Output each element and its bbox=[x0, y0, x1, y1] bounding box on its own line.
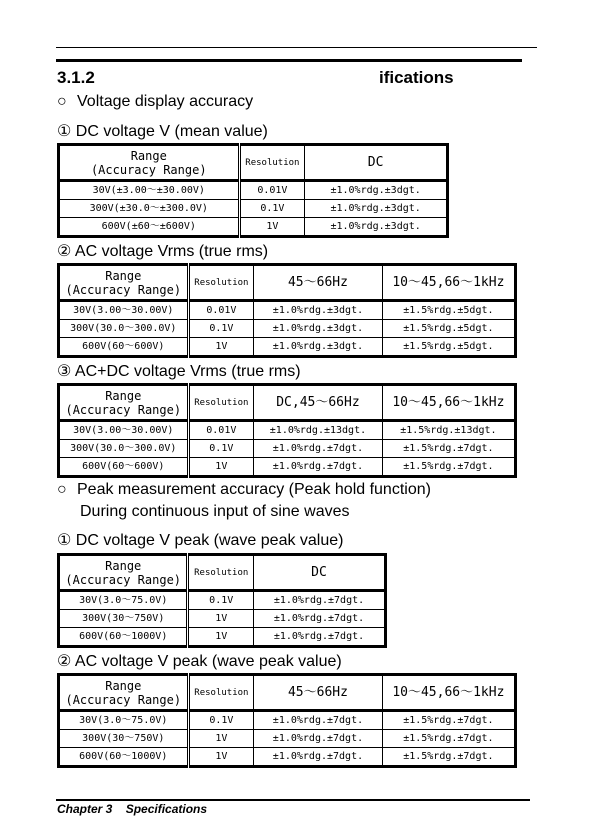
range-cell: 30V(±3.00～±30.00V) bbox=[59, 181, 240, 200]
column-header-dc: DC bbox=[253, 555, 385, 591]
table-row bbox=[59, 440, 516, 458]
column-header-dc: DC bbox=[305, 145, 448, 181]
table-row bbox=[59, 181, 448, 200]
accuracy-cell: ±1.0%rdg.±7dgt. bbox=[254, 730, 383, 748]
range-cell: 300V(30～750V) bbox=[59, 610, 188, 628]
table-row bbox=[59, 730, 516, 748]
voltage-accuracy-heading-text: Voltage display accuracy bbox=[77, 93, 254, 110]
accuracy-cell: ±1.0%rdg.±13dgt. bbox=[254, 421, 383, 440]
accuracy-cell: ±1.5%rdg.±7dgt. bbox=[382, 748, 515, 767]
resolution-cell: 0.1V bbox=[188, 320, 254, 338]
voltage-accuracy-heading bbox=[57, 93, 253, 111]
column-header-range: Range (Accuracy Range) bbox=[59, 555, 188, 591]
table-row bbox=[59, 748, 516, 767]
accuracy-cell: ±1.0%rdg.±3dgt. bbox=[254, 301, 383, 320]
column-header-45-66hz: 45～66Hz bbox=[254, 675, 383, 711]
top-rule bbox=[56, 47, 537, 48]
page-footer bbox=[57, 802, 207, 816]
resolution-cell: 1V bbox=[188, 610, 254, 628]
table-row bbox=[59, 218, 448, 237]
section-title: ifications bbox=[379, 68, 454, 87]
column-header-10-1khz: 10～45,66～1kHz bbox=[382, 385, 515, 421]
footer-title: Specifications bbox=[125, 802, 208, 816]
dc-peak-table bbox=[57, 553, 387, 648]
peak-accuracy-subheading: During continuous input of sine waves bbox=[80, 503, 350, 520]
accuracy-cell: ±1.0%rdg.±7dgt. bbox=[253, 628, 385, 647]
ac-peak-heading: ② AC voltage V peak (wave peak value) bbox=[57, 653, 342, 670]
accuracy-cell: ±1.5%rdg.±7dgt. bbox=[382, 440, 515, 458]
ac-voltage-table bbox=[57, 263, 517, 358]
range-cell: 600V(60～1000V) bbox=[59, 748, 189, 767]
resolution-cell: 1V bbox=[188, 748, 254, 767]
title-rule bbox=[56, 59, 522, 62]
acdc-voltage-heading: ③ AC+DC voltage Vrms (true rms) bbox=[57, 363, 301, 380]
table-row bbox=[59, 591, 386, 610]
column-header-resolution: Resolution bbox=[239, 145, 305, 181]
column-header-range: Range (Accuracy Range) bbox=[59, 675, 189, 711]
accuracy-cell: ±1.0%rdg.±7dgt. bbox=[254, 711, 383, 730]
accuracy-cell: ±1.5%rdg.±7dgt. bbox=[382, 711, 515, 730]
table-row bbox=[59, 610, 386, 628]
column-header-resolution: Resolution bbox=[188, 675, 254, 711]
resolution-cell: 1V bbox=[239, 218, 305, 237]
accuracy-cell: ±1.0%rdg.±3dgt. bbox=[254, 338, 383, 357]
accuracy-cell: ±1.0%rdg.±3dgt. bbox=[305, 200, 448, 218]
range-cell: 300V(30.0～300.0V) bbox=[59, 320, 189, 338]
accuracy-cell: ±1.5%rdg.±7dgt. bbox=[382, 458, 515, 477]
resolution-cell: 1V bbox=[188, 628, 254, 647]
resolution-cell: 1V bbox=[188, 730, 254, 748]
column-header-10-1khz: 10～45,66～1kHz bbox=[382, 675, 515, 711]
column-header-resolution: Resolution bbox=[188, 265, 254, 301]
resolution-cell: 1V bbox=[188, 458, 254, 477]
accuracy-cell: ±1.5%rdg.±5dgt. bbox=[382, 320, 515, 338]
accuracy-cell: ±1.0%rdg.±7dgt. bbox=[254, 440, 383, 458]
accuracy-cell: ±1.0%rdg.±3dgt. bbox=[254, 320, 383, 338]
accuracy-cell: ±1.0%rdg.±3dgt. bbox=[305, 181, 448, 200]
accuracy-cell: ±1.0%rdg.±7dgt. bbox=[253, 591, 385, 610]
column-header-range: Range (Accuracy Range) bbox=[59, 145, 240, 181]
resolution-cell: 1V bbox=[188, 338, 254, 357]
accuracy-cell: ±1.0%rdg.±7dgt. bbox=[254, 748, 383, 767]
peak-accuracy-heading bbox=[57, 481, 431, 499]
range-cell: 600V(60～600V) bbox=[59, 338, 189, 357]
range-cell: 600V(60～600V) bbox=[59, 458, 189, 477]
footer-chapter: Chapter 3 bbox=[57, 802, 113, 816]
table-row bbox=[59, 458, 516, 477]
dc-voltage-table bbox=[57, 143, 449, 238]
accuracy-cell: ±1.5%rdg.±5dgt. bbox=[382, 338, 515, 357]
dc-voltage-heading: ① DC voltage V (mean value) bbox=[57, 123, 268, 140]
range-cell: 30V(3.0～75.0V) bbox=[59, 711, 189, 730]
range-cell: 600V(±60～±600V) bbox=[59, 218, 240, 237]
table-row bbox=[59, 320, 516, 338]
range-cell: 300V(±30.0～±300.0V) bbox=[59, 200, 240, 218]
ac-voltage-heading: ② AC voltage Vrms (true rms) bbox=[57, 243, 269, 260]
column-header-range: Range (Accuracy Range) bbox=[59, 265, 189, 301]
acdc-voltage-table bbox=[57, 383, 517, 478]
ac-peak-table bbox=[57, 673, 517, 768]
section-number: 3.1.2 bbox=[57, 68, 95, 87]
resolution-cell: 0.1V bbox=[188, 440, 254, 458]
resolution-cell: 0.1V bbox=[239, 200, 305, 218]
range-cell: 300V(30～750V) bbox=[59, 730, 189, 748]
dc-peak-heading: ① DC voltage V peak (wave peak value) bbox=[57, 532, 344, 549]
column-header-45-66hz: 45～66Hz bbox=[254, 265, 383, 301]
table-row bbox=[59, 200, 448, 218]
table-row bbox=[59, 338, 516, 357]
accuracy-cell: ±1.0%rdg.±7dgt. bbox=[254, 458, 383, 477]
table-row bbox=[59, 301, 516, 320]
circle-bullet-icon: ○ bbox=[57, 93, 67, 110]
column-header-10-1khz: 10～45,66～1kHz bbox=[382, 265, 515, 301]
accuracy-cell: ±1.5%rdg.±7dgt. bbox=[382, 730, 515, 748]
resolution-cell: 0.01V bbox=[239, 181, 305, 200]
peak-accuracy-heading-text: Peak measurement accuracy (Peak hold function) bbox=[77, 481, 431, 498]
resolution-cell: 0.01V bbox=[188, 301, 254, 320]
column-header-resolution: Resolution bbox=[188, 555, 254, 591]
table-row bbox=[59, 711, 516, 730]
column-header-dc-45-66hz: DC,45～66Hz bbox=[254, 385, 383, 421]
range-cell: 30V(3.00～30.00V) bbox=[59, 301, 189, 320]
resolution-cell: 0.01V bbox=[188, 421, 254, 440]
table-row bbox=[59, 421, 516, 440]
accuracy-cell: ±1.0%rdg.±3dgt. bbox=[305, 218, 448, 237]
table-row bbox=[59, 628, 386, 647]
accuracy-cell: ±1.5%rdg.±5dgt. bbox=[382, 301, 515, 320]
column-header-range: Range (Accuracy Range) bbox=[59, 385, 189, 421]
range-cell: 300V(30.0～300.0V) bbox=[59, 440, 189, 458]
accuracy-cell: ±1.0%rdg.±7dgt. bbox=[253, 610, 385, 628]
column-header-resolution: Resolution bbox=[188, 385, 254, 421]
footer-rule bbox=[56, 799, 530, 801]
accuracy-cell: ±1.5%rdg.±13dgt. bbox=[382, 421, 515, 440]
resolution-cell: 0.1V bbox=[188, 591, 254, 610]
resolution-cell: 0.1V bbox=[188, 711, 254, 730]
range-cell: 600V(60～1000V) bbox=[59, 628, 188, 647]
range-cell: 30V(3.00～30.00V) bbox=[59, 421, 189, 440]
range-cell: 30V(3.0～75.0V) bbox=[59, 591, 188, 610]
circle-bullet-icon: ○ bbox=[57, 481, 67, 498]
